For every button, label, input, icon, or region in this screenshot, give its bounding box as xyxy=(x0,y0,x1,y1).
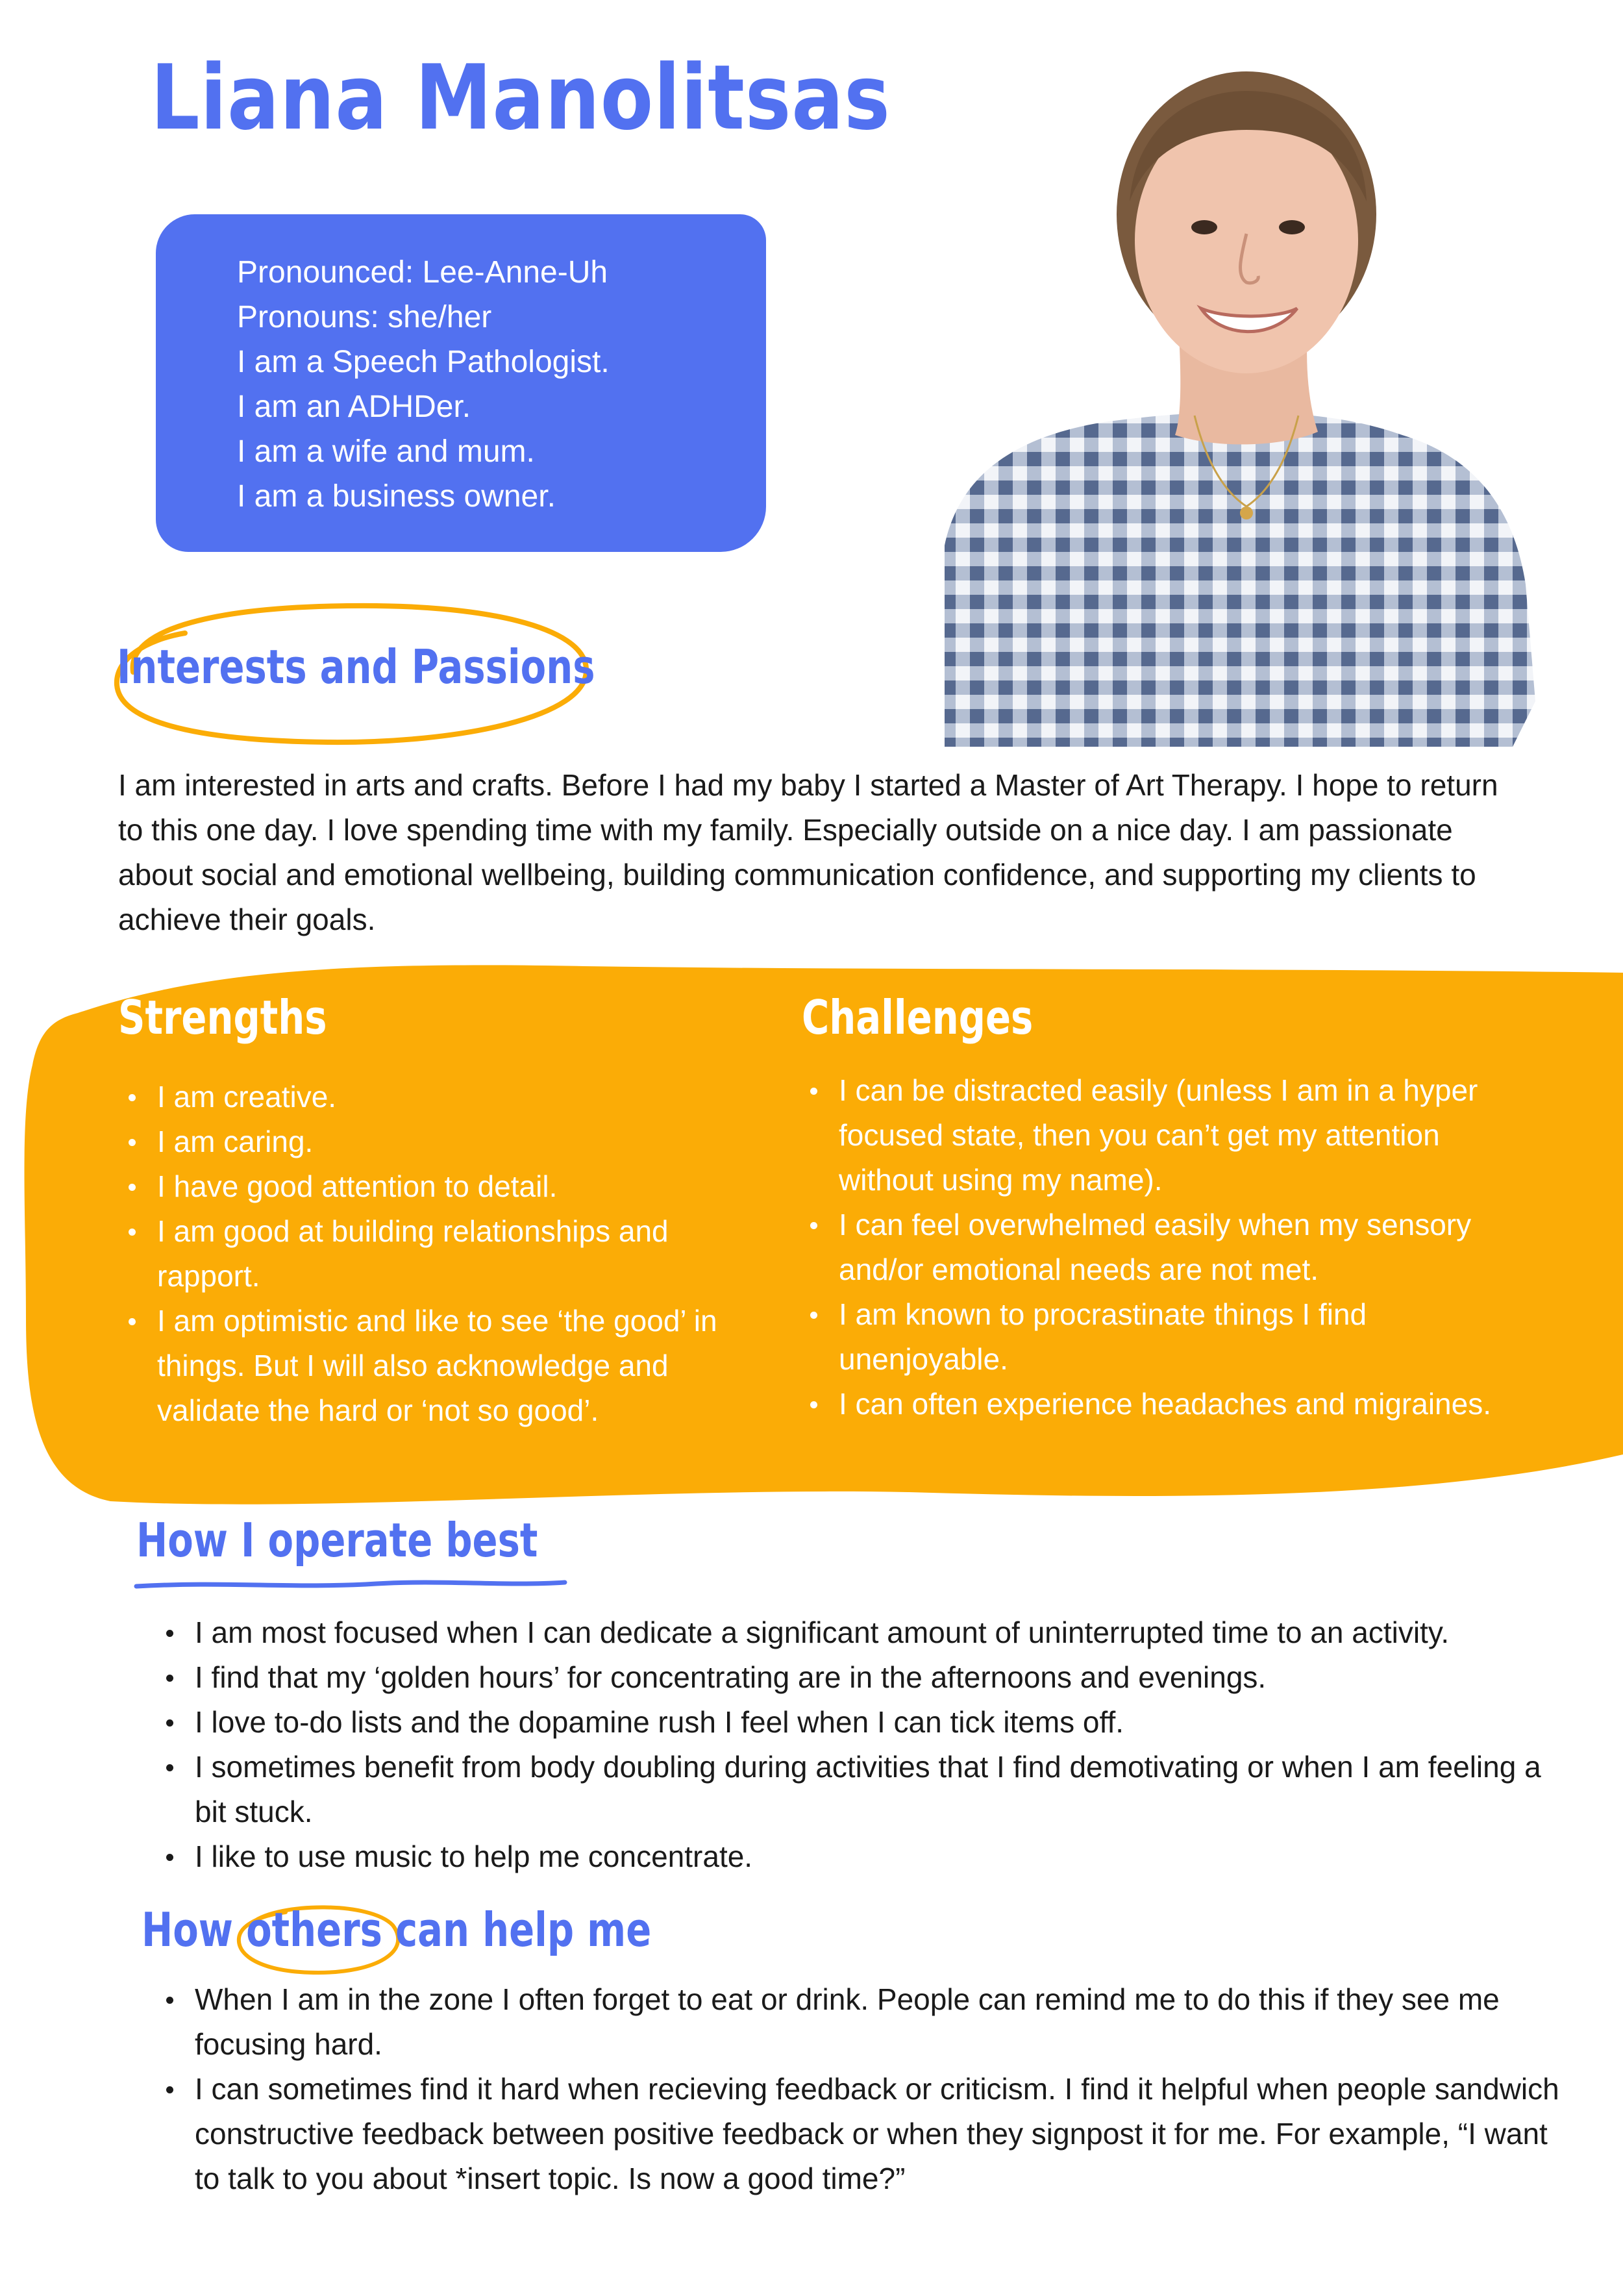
list-item: I like to use music to help me concentrate. xyxy=(161,1834,1557,1879)
operate-heading: How I operate best xyxy=(136,1513,538,1567)
profile-photo xyxy=(941,52,1545,747)
list-item: I am creative. xyxy=(123,1075,747,1119)
help-list xyxy=(161,1977,1563,2201)
intro-line: I am a Speech Pathologist. xyxy=(237,345,610,379)
list-item: I can often experience headaches and migraines. xyxy=(805,1382,1493,1427)
intro-line: I am a business owner. xyxy=(237,479,556,514)
list-item: I find that my ‘golden hours’ for concentrating are in the afternoons and evenings. xyxy=(161,1655,1557,1700)
list-item: I can sometimes find it hard when recieving feedback or criticism. I find it helpful when people sandwich constructive feedback between positive feedback or when they signpost it for me. For example, “I want to talk to you about *insert topic. Is now a good time?” xyxy=(161,2067,1563,2201)
challenges-heading: Challenges xyxy=(802,990,1034,1045)
interests-text: I am interested in arts and crafts. Before I had my baby I started a Master of Art Therapy. I hope to return to this one day. I love spending time with my family. Especially outside on a nice day. I am passionate about social and emotional wellbeing, building communication confidence, and supporting my clients to achieve their goals. xyxy=(118,768,1498,936)
list-item: I can be distracted easily (unless I am in a hyper focused state, then you can’t get my attention without using my name). xyxy=(805,1068,1493,1203)
strengths-list xyxy=(123,1075,747,1433)
list-item: I am known to procrastinate things I find unenjoyable. xyxy=(805,1292,1493,1382)
intro-line: Pronouns: she/her xyxy=(237,300,492,334)
help-heading-pre: How xyxy=(142,1903,233,1957)
page-title: Liana Manolitsas xyxy=(151,45,891,150)
intro-line: I am an ADHDer. xyxy=(237,390,471,424)
challenges-list xyxy=(805,1068,1493,1427)
list-item: I am caring. xyxy=(123,1119,747,1164)
list-item: I am most focused when I can dedicate a significant amount of uninterrupted time to an activity. xyxy=(161,1610,1557,1655)
strengths-heading: Strengths xyxy=(118,990,327,1045)
interests-heading: Interests and Passions xyxy=(117,640,595,694)
intro-box xyxy=(156,214,766,552)
operate-list xyxy=(161,1610,1557,1879)
help-heading-mid: others xyxy=(246,1903,382,1957)
list-item: When I am in the zone I often forget to eat or drink. People can remind me to do this if they see me focusing hard. xyxy=(161,1977,1563,2067)
list-item: I have good attention to detail. xyxy=(123,1164,747,1209)
list-item: I love to-do lists and the dopamine rush I feel when I can tick items off. xyxy=(161,1700,1557,1745)
intro-line: I am a wife and mum. xyxy=(237,434,535,469)
list-item: I can feel overwhelmed easily when my sensory and/or emotional needs are not met. xyxy=(805,1203,1493,1292)
help-heading-post: can help me xyxy=(395,1903,652,1957)
list-item: I sometimes benefit from body doubling during activities that I find demotivating or when I am feeling a bit stuck. xyxy=(161,1745,1557,1834)
list-item: I am good at building relationships and rapport. xyxy=(123,1209,747,1299)
help-heading xyxy=(142,1903,651,1957)
intro-line: Pronounced: Lee-Anne-Uh xyxy=(237,255,608,290)
heading-underline-decoration xyxy=(130,1575,571,1594)
list-item: I am optimistic and like to see ‘the good’ in things. But I will also acknowledge and validate the hard or ‘not so good’. xyxy=(123,1299,747,1433)
